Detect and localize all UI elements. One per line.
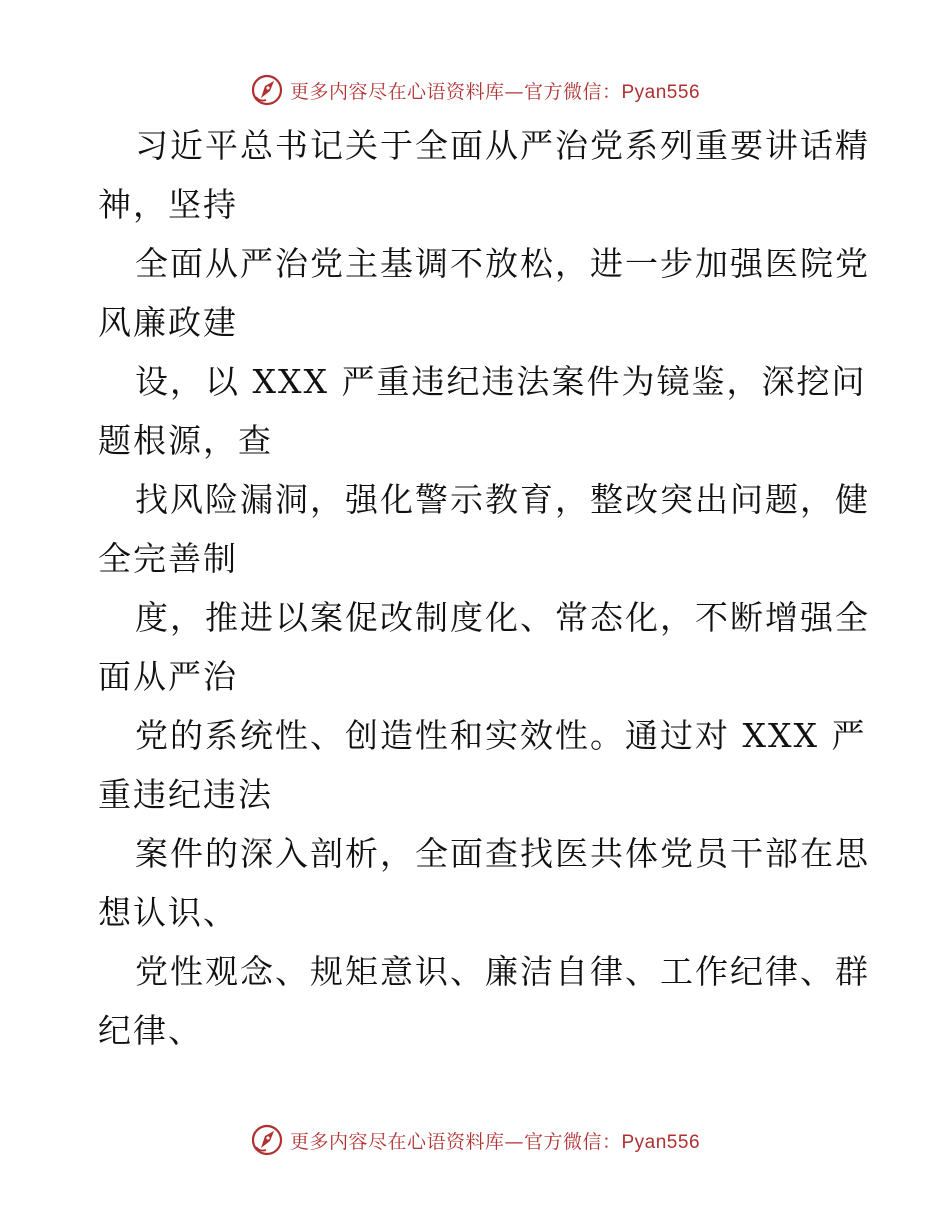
document-body [98, 116, 870, 1060]
body-line: 全面从严治党主基调不放松，进一步加强医院党 [135, 244, 870, 283]
footer-wechat-id: Pyan556 [621, 1131, 701, 1153]
footer-brand-text: 更多内容尽在心语资料库—官方微信：Pyan556 [289, 1130, 701, 1153]
footer-banner [0, 1120, 950, 1160]
body-line: 想认识、 [98, 893, 238, 932]
header-wechat-id: Pyan556 [621, 81, 701, 103]
body-line: 找风险漏洞，强化警示教育，整改突出问题，健 [135, 480, 870, 519]
body-line: 习近平总书记关于全面从严治党系列重要讲话精 [135, 126, 870, 165]
pen-nib-logo-icon [250, 1123, 284, 1157]
body-line: 神，坚持 [98, 185, 238, 224]
body-line: 度，推进以案促改制度化、常态化，不断增强全 [135, 598, 870, 637]
header-brand-text: 更多内容尽在心语资料库—官方微信：Pyan556 [289, 80, 701, 103]
body-line: 设，以 XXX 严重违纪违法案件为镜鉴，深挖问 [135, 362, 867, 401]
body-line: 面从严治 [98, 657, 238, 696]
pen-nib-logo-icon [250, 73, 284, 107]
body-line: 案件的深入剖析，全面查找医共体党员干部在思 [135, 834, 870, 873]
body-line: 全完善制 [98, 539, 238, 578]
body-line: 党的系统性、创造性和实效性。通过对 XXX 严 [135, 716, 867, 755]
body-line: 纪律、 [98, 1011, 203, 1050]
body-line: 风廉政建 [98, 303, 238, 342]
body-line: 重违纪违法 [98, 775, 273, 814]
header-banner [0, 70, 950, 110]
body-line: 题根源，查 [98, 421, 273, 460]
body-line: 党性观念、规矩意识、廉洁自律、工作纪律、群 [135, 952, 870, 991]
